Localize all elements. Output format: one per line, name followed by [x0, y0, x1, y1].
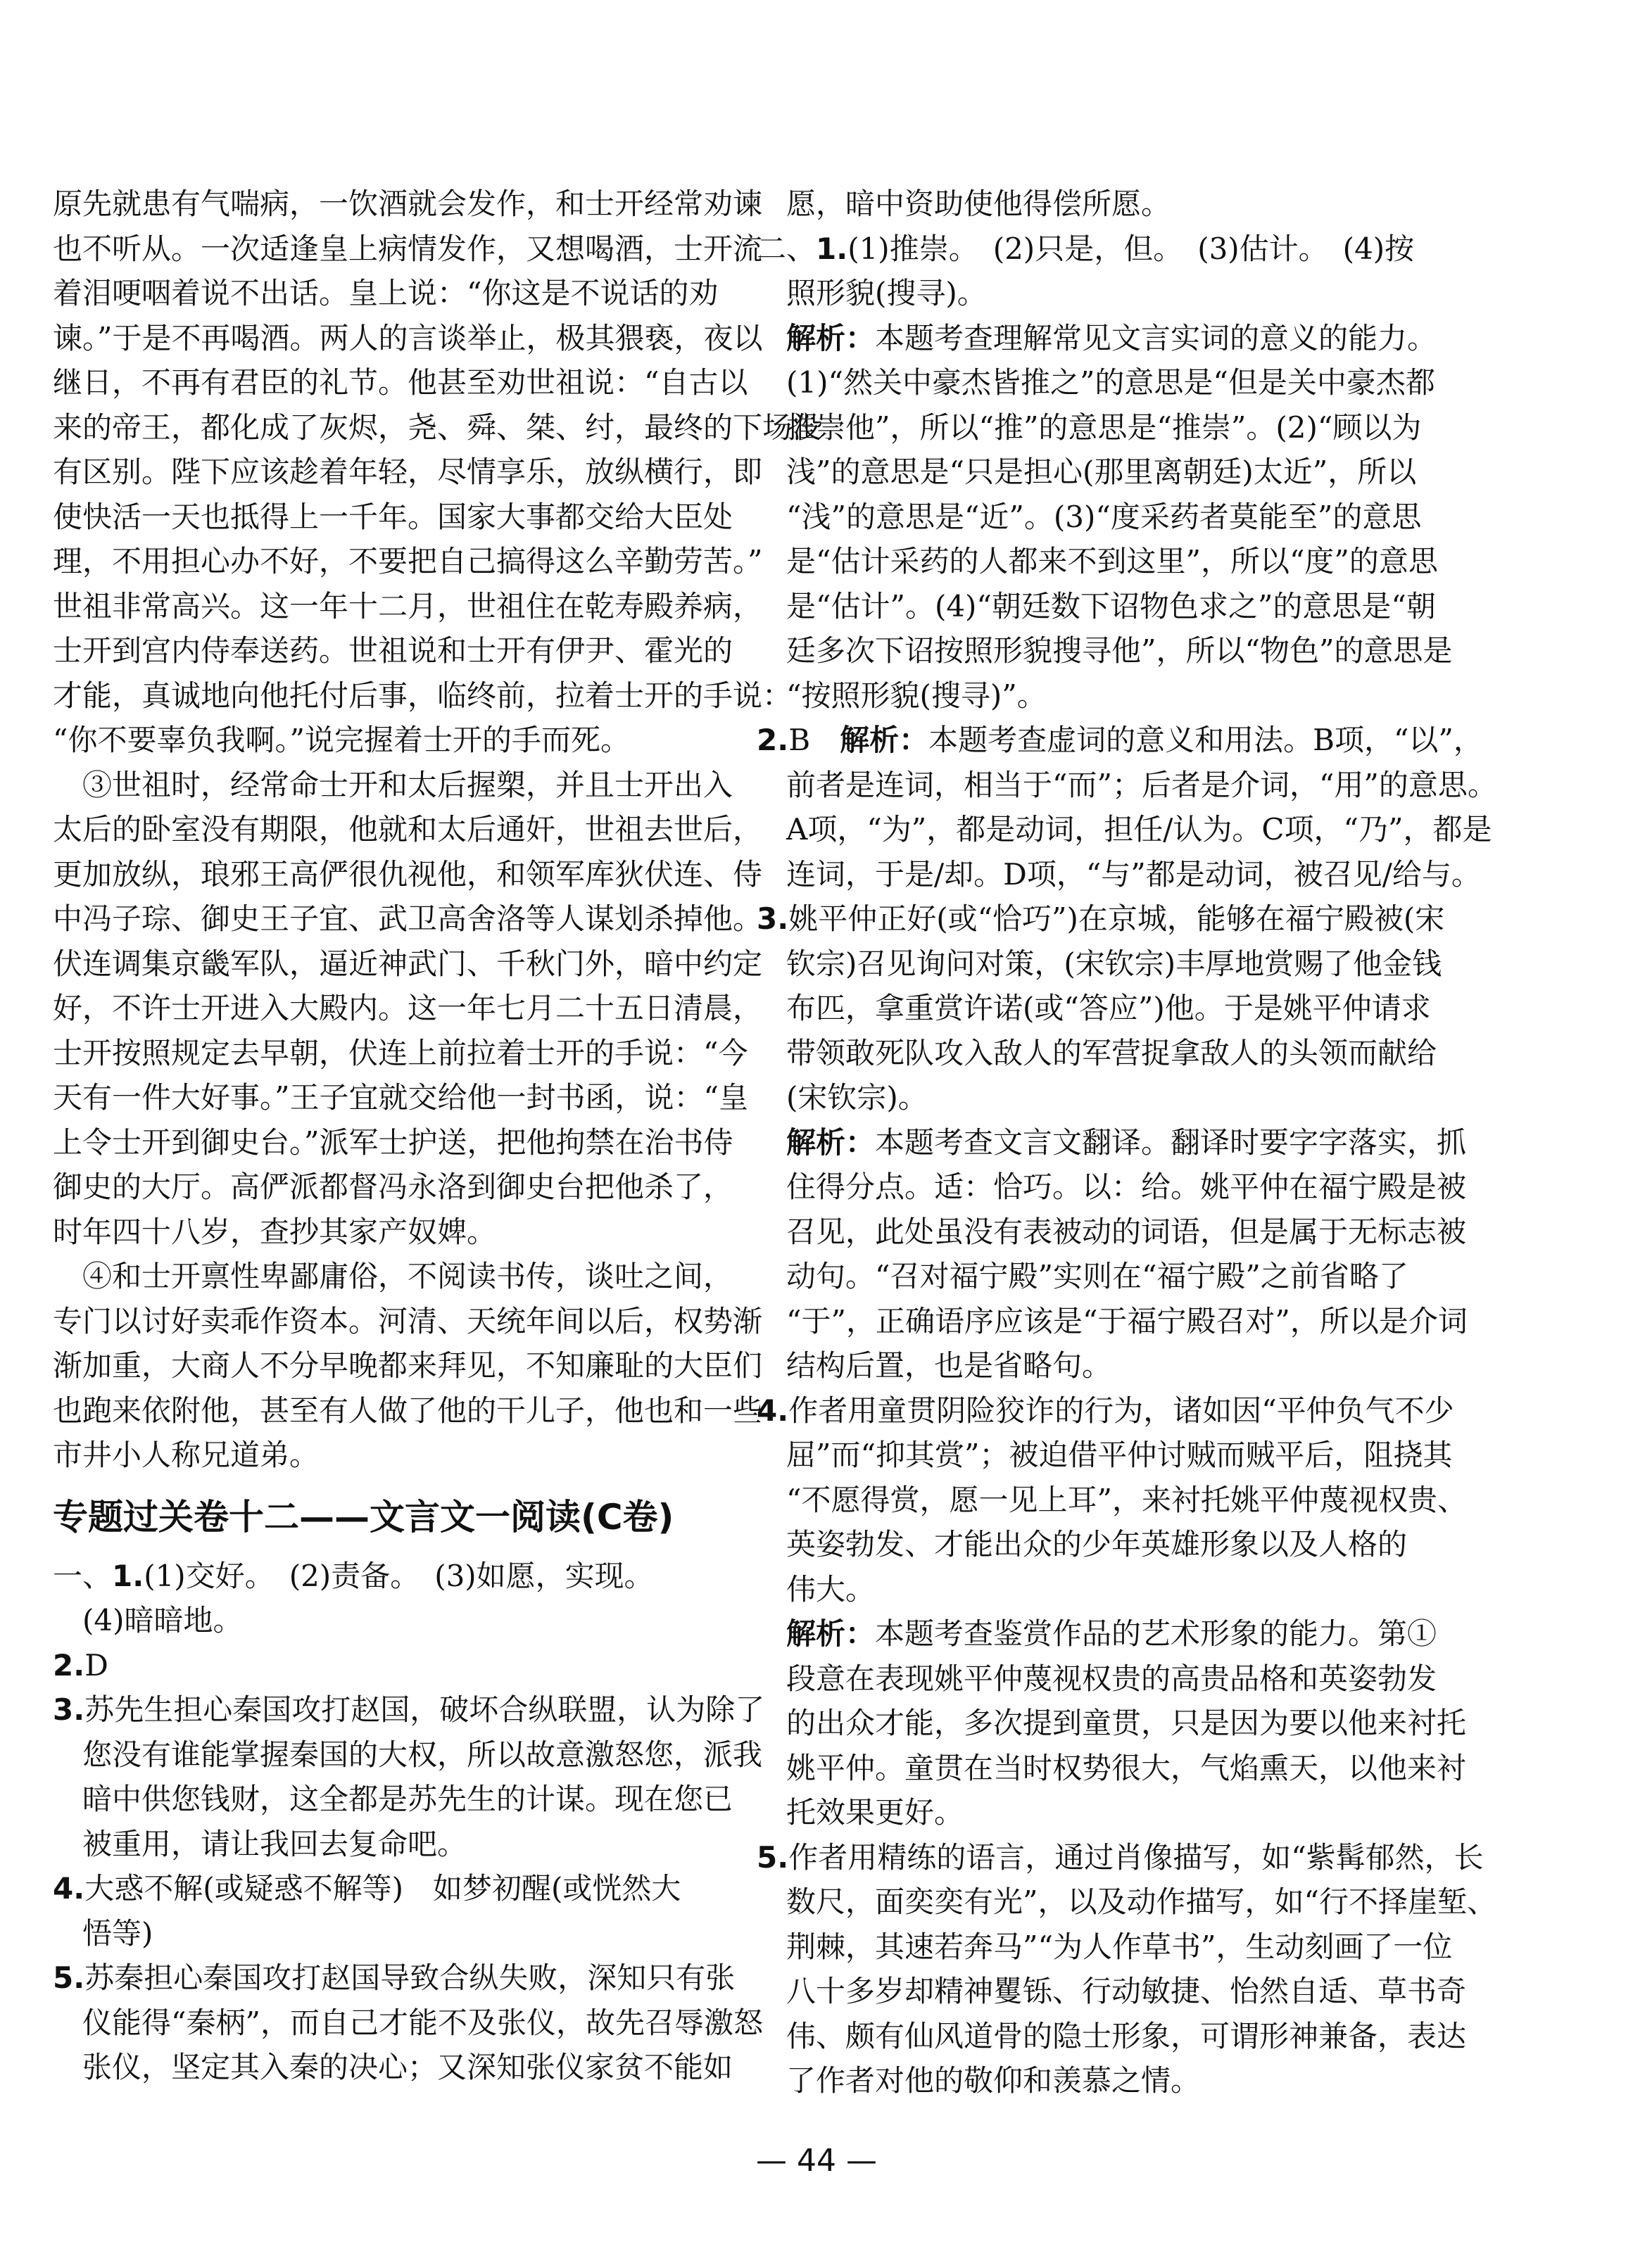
analysis-text: 浅”的意思是“只是担心(那里离朝廷)太近”，所以 — [786, 455, 1417, 489]
analysis-text: A项，“为”，都是动词，担任/认为。C项，“乃”，都是 — [786, 812, 1492, 847]
answer-text: 屈”而“抑其赏”；被迫借平仲讨贼而贼平后，阻挠其 — [786, 1438, 1453, 1472]
answer-text: 伟、颇有仙风道骨的隐士形象，可谓形神兼备，表达 — [786, 2018, 1467, 2053]
text-line: ③世祖时，经常命士开和太后握槊，并且士开出入 — [82, 767, 733, 802]
analysis-text: 段意在表现姚平仲蔑视权贵的高贵品格和英姿勃发 — [786, 1661, 1437, 1696]
text-line: 中冯子琮、御史王子宜、武卫高舍洛等人谋划杀掉他。 — [53, 901, 763, 936]
analysis-label: 解析： — [840, 723, 929, 757]
analysis-text: (1)“然关中豪杰皆推之”的意思是“但是关中豪杰都 — [786, 365, 1435, 400]
answer-text: 大惑不解(或疑惑不解等) 如梦初醒(或恍然大 — [84, 1871, 681, 1906]
question-number: 1. — [112, 1558, 144, 1593]
section-prefix: 二、 — [757, 231, 816, 266]
answer-text: 苏先生担心秦国攻打赵国，破坏合纵联盟，认为除了 — [84, 1692, 765, 1727]
text-line: 继日，不再有君臣的礼节。他甚至劝世祖说：“自古以 — [53, 365, 748, 400]
text-line: 天有一件大好事。”王子宜就交给他一封书函，说：“皇 — [53, 1080, 748, 1115]
answer-text: 悟等) — [82, 1915, 153, 1951]
analysis-text: 本题考查文言文翻译。翻译时要字字落实，抓 — [875, 1125, 1467, 1160]
question-number: 3. — [757, 901, 789, 936]
answer-text: 愿，暗中资助使他得偿所愿。 — [786, 186, 1171, 221]
text-line: 也不听从。一次适逢皇上病情发作，又想喝酒，士开流 — [53, 231, 763, 266]
answer-text: 仪能得“秦柄”，而自己才能不及张仪，故先召辱激怒 — [82, 2005, 763, 2040]
analysis-label: 解析： — [786, 320, 876, 355]
analysis-text: “于”，正确语序应该是“于福宁殿召对”，所以是介词 — [786, 1303, 1468, 1338]
answer-text: B — [788, 723, 840, 757]
answer-text: 了作者对他的敬仰和羡慕之情。 — [786, 2063, 1201, 2098]
right-column — [757, 182, 1497, 2103]
answer-text: 带领敢死队攻入敌人的军营捉拿敌人的头领而献给 — [786, 1035, 1437, 1070]
section-heading: 专题过关卷十二——文言文一阅读(C卷) — [53, 1496, 674, 1538]
analysis-text: 姚平仲。童贯在当时权势很大，气焰熏天，以他来衬 — [786, 1750, 1467, 1785]
section2-answer-1 — [757, 227, 1453, 718]
text-line: 好，不许士开进入大殿内。这一年七月二十五日清晨， — [53, 991, 763, 1025]
question-number: 2. — [53, 1647, 85, 1683]
text-line: 士开到宫内侍奉送药。世祖说和士开有伊尹、霍光的 — [53, 633, 733, 668]
analysis-text: 本题考查鉴赏作品的艺术形象的能力。第① — [875, 1616, 1437, 1651]
answer-text: (4)暗暗地。 — [82, 1603, 243, 1637]
paragraph-3 — [53, 763, 763, 1255]
answer-text: 八十多岁却精神矍铄、行动敏捷、怡然自适、草书奇 — [786, 1974, 1467, 2008]
answer-text: 被重用，请让我回去复命吧。 — [82, 1826, 467, 1861]
text-line: 时年四十八岁，查抄其家产奴婢。 — [53, 1214, 497, 1249]
analysis-text: 推崇他”，所以“推”的意思是“推崇”。(2)“顾以为 — [786, 410, 1422, 445]
answer-2 — [53, 1643, 686, 1688]
answer-text: 布匹，拿重赏许诺(或“答应”)他。于是姚平仲请求 — [786, 991, 1431, 1025]
text-line: 原先就患有气喘病，一饮酒就会发作，和士开经常劝谏 — [53, 186, 763, 221]
answer-1 — [53, 1554, 686, 1643]
answer-text: 照形貌(搜寻)。 — [786, 276, 987, 310]
page-number: — 44 — — [756, 2143, 877, 2179]
answer-text: 您没有谁能掌握秦国的大权，所以故意激怒您，派我 — [82, 1737, 763, 1772]
question-number: 4. — [53, 1871, 85, 1906]
text-line: 御史的大厅。高俨派都督冯永洛到御史台把他杀了， — [53, 1170, 733, 1204]
answer-5 — [53, 1956, 763, 2090]
answer-text: 苏秦担心秦国攻打赵国导致合纵失败，深知只有张 — [84, 1960, 736, 1995]
answer-3 — [53, 1687, 765, 1866]
analysis-text: 前者是连词，相当于“而”；后者是介词，“用”的意思。 — [786, 767, 1497, 802]
text-line: 太后的卧室没有期限，他就和太后通奸，世祖去世后， — [53, 812, 763, 847]
section2-answer-3 — [757, 897, 1468, 1388]
question-number: 4. — [757, 1393, 789, 1428]
answer-text: 作者用精练的语言，通过肖像描写，如“紫髯郁然，长 — [788, 1839, 1484, 1875]
answer-text: (1)交好。 (2)责备。 (3)如愿，实现。 — [144, 1558, 654, 1593]
analysis-text: 的出众才能，多次提到童贯，只是因为要以他来衬托 — [786, 1706, 1467, 1740]
text-line: 世祖非常高兴。这一年十二月，世祖住在乾寿殿养病， — [53, 588, 763, 623]
answer-text: 暗中供您钱财，这全都是苏先生的计谋。现在您已 — [82, 1782, 733, 1816]
text-line: 士开按照规定去早朝，伏连上前拉着士开的手说：“今 — [53, 1035, 748, 1070]
analysis-text: “浅”的意思是“近”。(3)“度采药者莫能至”的意思 — [786, 499, 1422, 534]
answer-text: 作者用童贯阴险狡诈的行为，诸如因“平仲负气不少 — [788, 1393, 1454, 1428]
answer-text: (宋钦宗)。 — [786, 1080, 928, 1115]
analysis-text: 本题考查理解常见文言实词的意义的能力。 — [875, 320, 1437, 355]
section2-answer-5 — [757, 1835, 1496, 2103]
text-line: 才能，真诚地向他托付后事，临终前，拉着士开的手说： — [53, 678, 793, 713]
section2-answer-2 — [757, 718, 1497, 897]
section2-answer-4 — [757, 1388, 1467, 1835]
answer-text: 伟大。 — [786, 1571, 876, 1607]
analysis-text: 是“估计”。(4)“朝廷数下诏物色求之”的意思是“朝 — [786, 588, 1436, 623]
text-line: 来的帝王，都化成了灰烬，尧、舜、桀、纣，最终的下场没 — [53, 410, 822, 445]
text-line: 伏连调集京畿军队，逼近神武门、千秋门外，暗中约定 — [53, 946, 763, 981]
question-number: 1. — [816, 231, 848, 266]
text-line: ④和士开禀性卑鄙庸俗，不阅读书传，谈吐之间， — [82, 1259, 733, 1293]
answer-text: 钦宗)召见询问对策，(宋钦宗)丰厚地赏赐了他金钱 — [786, 946, 1442, 981]
text-line: 着泪哽咽着说不出话。皇上说：“你这是不说话的劝 — [53, 276, 719, 310]
analysis-text: 结构后置，也是省略句。 — [786, 1348, 1112, 1383]
analysis-label: 解析： — [786, 1616, 876, 1651]
question-number: 2. — [757, 723, 789, 757]
analysis-text: 连词，于是/却。D项，“与”都是动词，被召见/给与。 — [786, 856, 1481, 892]
text-line: 专门以讨好卖乖作资本。河清、天统年间以后，权势渐 — [53, 1303, 763, 1338]
text-line: “你不要辜负我啊。”说完握着士开的手而死。 — [53, 723, 630, 757]
answer-4 — [53, 1866, 686, 1956]
analysis-text: “按照形貌(搜寻)”。 — [786, 678, 1047, 713]
analysis-text: 动句。“召对福宁殿”实则在“福宁殿”之前省略了 — [786, 1259, 1408, 1293]
section-prefix: 一、 — [53, 1558, 113, 1593]
analysis-text: 召见，此处虽没有表被动的词语，但是属于无标志被 — [786, 1214, 1467, 1249]
text-line: 谏。”于是不再喝酒。两人的言谈举止，极其猥亵，夜以 — [53, 320, 763, 355]
answer-text: 数尺，面奕奕有光”，以及动作描写，如“行不择崖堑、 — [786, 1884, 1496, 1919]
question-number: 5. — [53, 1960, 85, 1995]
answer-text: D — [84, 1647, 108, 1683]
left-column — [53, 182, 822, 2090]
answer-text: 英姿勃发、才能出众的少年英雄形象以及人格的 — [786, 1527, 1408, 1561]
answer-text: 荆棘，其速若奔马”“为人作草书”，生动刻画了一位 — [786, 1929, 1453, 1964]
text-line: 使快活一天也抵得上一千年。国家大事都交给大臣处 — [53, 499, 733, 534]
analysis-text: 托效果更好。 — [786, 1795, 964, 1830]
text-line: 理，不用担心办不好，不要把自己搞得这么辛勤劳苦。” — [53, 544, 763, 578]
analysis-text: 住得分点。适：恰巧。以：给。姚平仲在福宁殿是被 — [786, 1170, 1467, 1204]
text-line: 上令士开到御史台。”派军士护送，把他拘禁在治书侍 — [53, 1125, 733, 1160]
text-line: 更加放纵，琅邪王高俨很仇视他，和领军库狄伏连、侍 — [53, 856, 763, 892]
paragraph-2-continued — [53, 182, 822, 763]
analysis-text: 本题考查虚词的意义和用法。B项，“以”， — [928, 723, 1483, 757]
answer-text: 张仪，坚定其入秦的决心；又深知张仪家贫不能如 — [82, 2050, 733, 2084]
answer-text: (1)推崇。 (2)只是，但。 (3)估计。 (4)按 — [847, 231, 1415, 266]
text-line: 渐加重，大商人不分早晚都来拜见，不知廉耻的大臣们 — [53, 1348, 763, 1383]
text-line: 有区别。陛下应该趁着年轻，尽情享乐，放纵横行，即 — [53, 455, 763, 489]
paragraph-4 — [53, 1254, 763, 1478]
answer-text: 姚平仲正好(或“恰巧”)在京城，能够在福宁殿被(宋 — [788, 901, 1445, 936]
analysis-label: 解析： — [786, 1125, 876, 1160]
analysis-text: 廷多次下诏按照形貌搜寻他”，所以“物色”的意思是 — [786, 633, 1453, 668]
question-number: 3. — [53, 1692, 85, 1727]
text-line: 也跑来依附他，甚至有人做了他的干儿子，他也和一些 — [53, 1393, 763, 1428]
answer-text: “不愿得赏，愿一见上耳”，来衬托姚平仲蔑视权贵、 — [786, 1482, 1467, 1517]
text-line: 市井小人称兄道弟。 — [53, 1438, 320, 1472]
analysis-text: 是“估计采药的人都来不到这里”，所以“度”的意思 — [786, 544, 1438, 578]
question-number: 5. — [757, 1839, 789, 1875]
